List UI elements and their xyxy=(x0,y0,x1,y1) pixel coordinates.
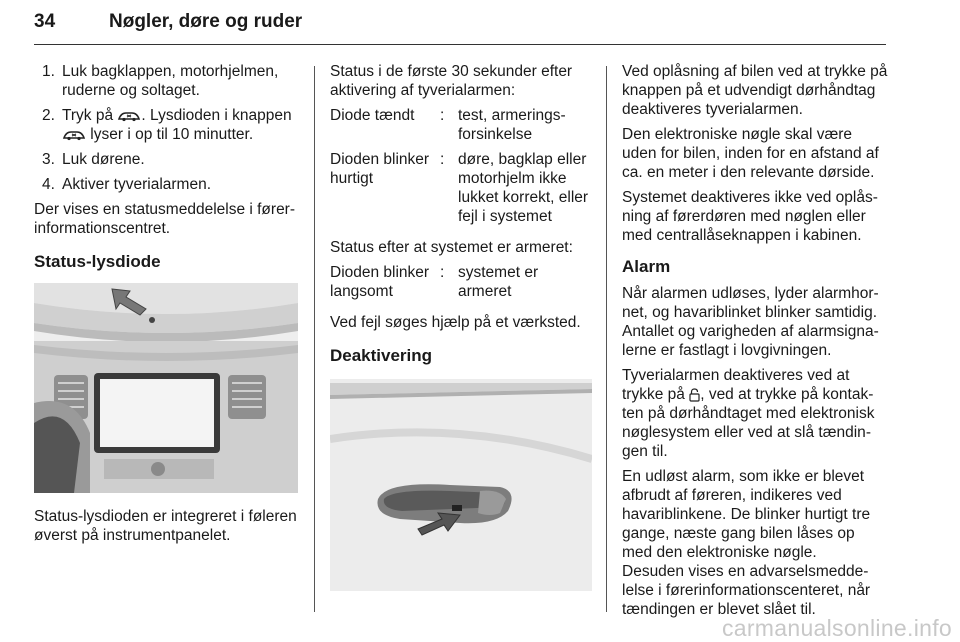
list-item: 4. Aktiver tyverialarmen. xyxy=(42,176,212,193)
watermark: carmanualsonline.info xyxy=(721,615,952,641)
paragraph: Systemet deaktiveres ikke ved oplåsning af førerdøren med nøglen eller med centrallåseknappen i kabinen. xyxy=(622,189,878,244)
table-row: Dioden blinker langsomt : systemet er armeret xyxy=(330,264,539,300)
padlock-icon xyxy=(689,388,700,402)
status-intro-armed: Status efter at systemet er armeret: xyxy=(330,239,573,256)
dashboard-illustration xyxy=(34,283,298,493)
chapter-title: Nøgler, døre og ruder xyxy=(109,11,303,32)
status-intro: Status i de første 30 sekunder efter aktivering af tyverialarmen: xyxy=(330,63,573,99)
list-item: 2. Tryk på . Lysdioden i knappen lyser i op til 10 minutter. xyxy=(42,107,292,143)
list-item: 1. Luk bagklappen, motorhjelmen, ruderne og soltaget. xyxy=(42,63,279,99)
column-divider xyxy=(314,66,315,612)
car-alarm-icon xyxy=(62,129,86,141)
column-divider xyxy=(606,66,607,612)
list-item: 3. Luk dørene. xyxy=(42,151,145,168)
column-3 xyxy=(622,62,888,625)
workshop-note: Ved fejl søges hjælp på et værksted. xyxy=(330,314,581,331)
table-row: Dioden blinker hurtigt : døre, bagklap eller motorhjelm ikke lukket korrekt, eller fejl i systemet xyxy=(330,151,589,225)
door-handle-drawing xyxy=(330,379,592,591)
paragraph: Ved oplåsning af bilen ved at trykke på knappen på et udvendigt dørhåndtag deaktiveres tyverialarmen. xyxy=(622,63,888,118)
paragraph: Den elektroniske nøgle skal være uden for bilen, inden for en afstand af ca. en meter i den relevante dørside. xyxy=(622,126,879,181)
paragraph: Tyverialarmen deaktiveres ved at trykke på , ved at trykke på kontakten på dørhåndtaget med elektronisk nøglesystem eller ved at slå tændingen til. xyxy=(622,367,875,460)
paragraph: Desuden vises en advarselsmeddelelse i førerinformationscenteret, når tændingen er blevet slået til. xyxy=(622,563,871,618)
figure-caption: Status-lysdioden er integreret i føleren øverst på instrumentpanelet. xyxy=(34,508,297,544)
paragraph: Når alarmen udløses, lyder alarmhornet, og havariblinket blinker samtidig. Antallet og varigheden af alarmsignalerne er fastlagt i lovgivningen. xyxy=(622,285,879,359)
page-header xyxy=(34,4,886,45)
dashboard-drawing xyxy=(34,283,298,493)
section-heading: Status-lysdiode xyxy=(34,252,161,271)
paragraph: En udløst alarm, som ikke er blevet afbrudt af føreren, indikeres ved havariblinkene. De blinker hurtigt tre gange, næste gang bilen låses op med den elektroniske nøgle. xyxy=(622,468,871,561)
status-message-paragraph: Der vises en statusmeddelelse i førerinformationscentret. xyxy=(34,201,296,237)
section-heading: Deaktivering xyxy=(330,346,433,365)
column-2 xyxy=(330,62,592,591)
table-row: Diode tændt : test, armeringsforsinkelse xyxy=(330,107,566,143)
section-heading: Alarm xyxy=(622,257,671,276)
car-alarm-icon xyxy=(117,110,141,122)
page-number: 34 xyxy=(34,11,56,32)
column-1 xyxy=(34,62,300,551)
step-list xyxy=(34,62,300,194)
door-handle-illustration xyxy=(330,379,592,591)
